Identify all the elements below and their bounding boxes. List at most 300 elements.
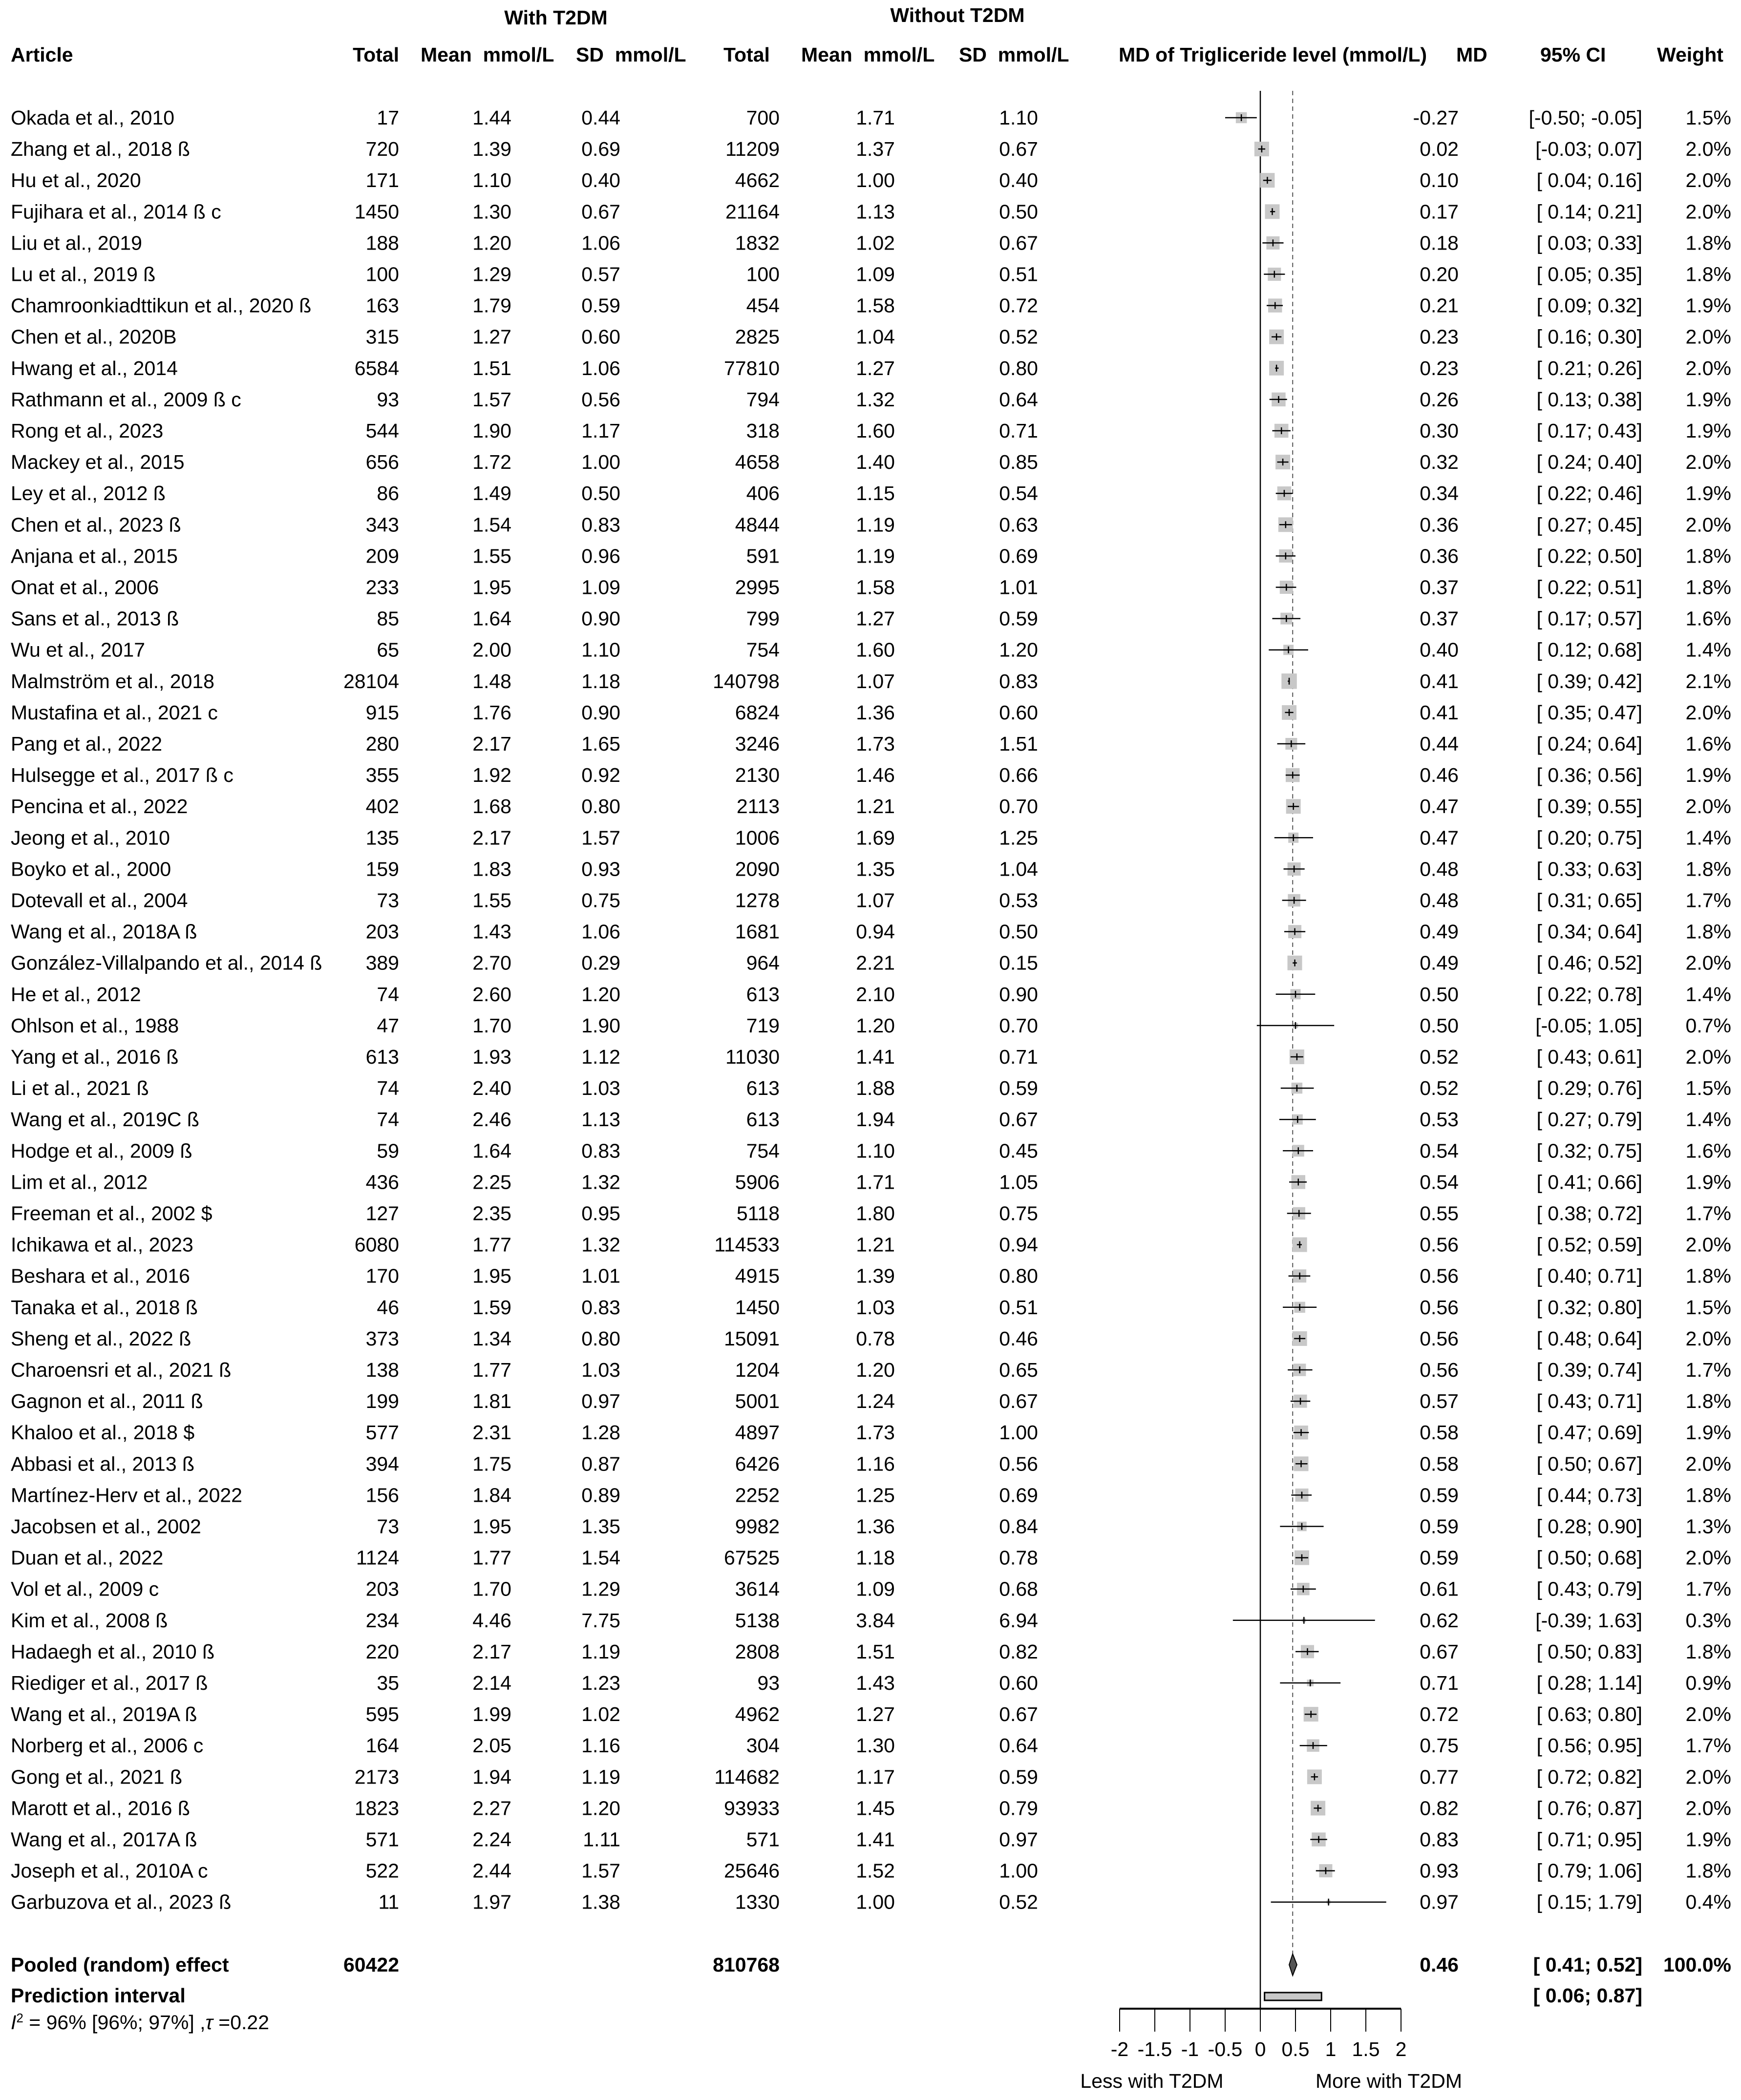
table-row — [11, 263, 1731, 286]
cell-sd-no-t2dm: 0.40 — [999, 169, 1038, 192]
table-row — [11, 889, 1731, 912]
cell-mean-no-t2dm: 1.35 — [856, 858, 895, 881]
cell-mean-t2dm: 2.24 — [472, 1828, 511, 1851]
cell-weight: 2.0% — [1685, 701, 1731, 724]
cell-md: 0.49 — [1420, 920, 1459, 943]
cell-total-no-t2dm: 1330 — [735, 1890, 780, 1913]
cell-sd-t2dm: 1.06 — [581, 920, 620, 943]
cell-sd-no-t2dm: 0.67 — [999, 231, 1038, 254]
cell-mean-t2dm: 1.49 — [472, 482, 511, 505]
cell-total-t2dm: 100 — [365, 263, 399, 286]
pooled-weight: 100.0% — [1663, 1953, 1731, 1976]
cell-mean-t2dm: 1.10 — [472, 169, 511, 192]
cell-weight: 1.8% — [1685, 858, 1731, 881]
cell-mean-no-t2dm: 1.24 — [856, 1390, 895, 1413]
cell-mean-t2dm: 1.99 — [472, 1703, 511, 1726]
table-row — [11, 858, 1731, 880]
table-row — [11, 513, 1731, 536]
cell-total-no-t2dm: 100 — [746, 263, 780, 286]
cell-article: Malmström et al., 2018 — [11, 670, 214, 693]
cell-mean-no-t2dm: 1.40 — [856, 451, 895, 474]
cell-sd-t2dm: 1.32 — [581, 1171, 620, 1194]
cell-article: Okada et al., 2010 — [11, 106, 175, 129]
cell-mean-no-t2dm: 1.07 — [856, 889, 895, 912]
cell-sd-t2dm: 0.87 — [581, 1452, 620, 1475]
cell-total-t2dm: 138 — [365, 1359, 399, 1381]
cell-total-t2dm: 571 — [365, 1828, 399, 1851]
cell-total-t2dm: 203 — [365, 1577, 399, 1600]
cell-mean-no-t2dm: 1.71 — [856, 106, 895, 129]
cell-sd-t2dm: 1.03 — [581, 1359, 620, 1381]
cell-mean-t2dm: 1.48 — [472, 670, 511, 693]
cell-ci: [ 0.47; 0.69] — [1536, 1421, 1642, 1444]
cell-weight: 2.0% — [1685, 357, 1731, 379]
cell-total-t2dm: 209 — [365, 545, 399, 567]
cell-weight: 1.8% — [1685, 1264, 1731, 1287]
cell-sd-no-t2dm: 0.51 — [999, 263, 1038, 286]
cell-mean-no-t2dm: 1.60 — [856, 638, 895, 661]
cell-ci: [ 0.63; 0.80] — [1536, 1703, 1642, 1726]
cell-ci: [ 0.50; 0.68] — [1536, 1546, 1642, 1569]
cell-total-no-t2dm: 3246 — [735, 733, 780, 755]
cell-total-t2dm: 35 — [377, 1672, 399, 1694]
cell-md: 0.41 — [1420, 670, 1459, 693]
cell-sd-no-t2dm: 0.71 — [999, 420, 1038, 442]
col-header-sd-no-t2dm: SD mmol/L — [959, 43, 1069, 66]
cell-total-no-t2dm: 93 — [757, 1672, 780, 1694]
cell-weight: 2.0% — [1685, 951, 1731, 974]
cell-mean-no-t2dm: 2.10 — [856, 983, 895, 1006]
cell-article: Chamroonkiadttikun et al., 2020 ß — [11, 294, 312, 317]
cell-mean-no-t2dm: 1.80 — [856, 1202, 895, 1225]
cell-total-no-t2dm: 2252 — [735, 1484, 780, 1507]
cell-sd-t2dm: 7.75 — [581, 1609, 620, 1632]
cell-mean-t2dm: 1.55 — [472, 545, 511, 567]
cell-sd-no-t2dm: 1.00 — [999, 1859, 1038, 1882]
cell-mean-t2dm: 1.92 — [472, 764, 511, 787]
cell-ci: [ 0.44; 0.73] — [1536, 1484, 1642, 1507]
table-row — [11, 388, 1731, 411]
cell-sd-no-t2dm: 0.45 — [999, 1139, 1038, 1162]
cell-mean-t2dm: 1.27 — [472, 325, 511, 348]
cell-md: 0.59 — [1420, 1546, 1459, 1569]
cell-article: Dotevall et al., 2004 — [11, 889, 188, 912]
cell-sd-t2dm: 0.97 — [581, 1390, 620, 1413]
cell-mean-no-t2dm: 1.43 — [856, 1672, 895, 1694]
cell-mean-t2dm: 1.68 — [472, 795, 511, 818]
cell-weight: 1.9% — [1685, 1421, 1731, 1444]
cell-article: Lim et al., 2012 — [11, 1171, 148, 1194]
cell-sd-t2dm: 1.20 — [581, 1797, 620, 1820]
cell-ci: [-0.50; -0.05] — [1529, 106, 1642, 129]
x-axis-tick-label: -2 — [1110, 2038, 1129, 2060]
cell-total-no-t2dm: 754 — [746, 1139, 780, 1162]
cell-total-no-t2dm: 2825 — [735, 325, 780, 348]
col-header-total-no-t2dm: Total — [723, 43, 770, 66]
cell-md: 0.32 — [1420, 451, 1459, 474]
cell-total-no-t2dm: 406 — [746, 482, 780, 505]
cell-md: 0.46 — [1420, 764, 1459, 787]
cell-sd-t2dm: 1.00 — [581, 451, 620, 474]
cell-md: 0.47 — [1420, 795, 1459, 818]
cell-total-t2dm: 199 — [365, 1390, 399, 1413]
cell-article: Sheng et al., 2022 ß — [11, 1327, 191, 1350]
table-row — [11, 795, 1731, 818]
cell-article: Hu et al., 2020 — [11, 169, 141, 192]
cell-sd-t2dm: 0.69 — [581, 138, 620, 161]
table-row — [11, 1484, 1731, 1506]
cell-mean-t2dm: 2.31 — [472, 1421, 511, 1444]
cell-sd-t2dm: 1.32 — [581, 1233, 620, 1256]
cell-total-t2dm: 93 — [377, 388, 399, 411]
cell-md: 0.10 — [1420, 169, 1459, 192]
cell-total-t2dm: 85 — [377, 607, 399, 630]
cell-mean-t2dm: 1.77 — [472, 1359, 511, 1381]
cell-mean-t2dm: 1.77 — [472, 1233, 511, 1256]
cell-md: 0.48 — [1420, 889, 1459, 912]
table-row — [11, 1421, 1731, 1444]
cell-weight: 1.8% — [1685, 1390, 1731, 1413]
cell-article: Hulsegge et al., 2017 ß c — [11, 764, 234, 787]
cell-mean-t2dm: 2.35 — [472, 1202, 511, 1225]
cell-md: 0.83 — [1420, 1828, 1459, 1851]
cell-sd-no-t2dm: 0.46 — [999, 1327, 1038, 1350]
cell-mean-t2dm: 2.00 — [472, 638, 511, 661]
cell-md: 0.44 — [1420, 733, 1459, 755]
cell-mean-no-t2dm: 1.30 — [856, 1734, 895, 1757]
cell-weight: 1.8% — [1685, 231, 1731, 254]
cell-mean-t2dm: 2.27 — [472, 1797, 511, 1820]
cell-mean-no-t2dm: 1.60 — [856, 420, 895, 442]
x-axis-tick-label: 1 — [1325, 2038, 1337, 2060]
table-row — [11, 451, 1731, 473]
cell-article: Zhang et al., 2018 ß — [11, 138, 190, 161]
cell-article: Wang et al., 2017A ß — [11, 1828, 197, 1851]
cell-md: 0.30 — [1420, 420, 1459, 442]
cell-total-t2dm: 402 — [365, 795, 399, 818]
cell-sd-t2dm: 1.06 — [581, 231, 620, 254]
cell-weight: 2.0% — [1685, 1765, 1731, 1788]
cell-ci: [ 0.24; 0.40] — [1536, 451, 1642, 474]
cell-total-t2dm: 220 — [365, 1640, 399, 1663]
cell-sd-t2dm: 0.90 — [581, 607, 620, 630]
table-row — [11, 1327, 1731, 1350]
table-row — [11, 1265, 1731, 1287]
table-row — [11, 826, 1731, 849]
cell-ci: [ 0.31; 0.65] — [1536, 889, 1642, 912]
table-row — [11, 1797, 1731, 1819]
cell-total-no-t2dm: 1681 — [735, 920, 780, 943]
col-header-total-t2dm: Total — [353, 43, 399, 66]
cell-mean-no-t2dm: 1.07 — [856, 670, 895, 693]
table-row — [11, 701, 1731, 724]
cell-sd-no-t2dm: 0.78 — [999, 1546, 1038, 1569]
cell-md: 0.97 — [1420, 1890, 1459, 1913]
cell-total-no-t2dm: 67525 — [723, 1546, 780, 1569]
table-row — [11, 1077, 1731, 1099]
table-row — [11, 1390, 1731, 1412]
cell-ci: [ 0.43; 0.79] — [1536, 1577, 1642, 1600]
cell-sd-no-t2dm: 0.66 — [999, 764, 1038, 787]
cell-ci: [ 0.39; 0.74] — [1536, 1359, 1642, 1381]
cell-ci: [ 0.34; 0.64] — [1536, 920, 1642, 943]
cell-md: 0.58 — [1420, 1421, 1459, 1444]
col-header-ci: 95% CI — [1540, 43, 1606, 66]
cell-mean-t2dm: 2.14 — [472, 1672, 511, 1694]
cell-md: 0.55 — [1420, 1202, 1459, 1225]
cell-total-t2dm: 522 — [365, 1859, 399, 1882]
cell-ci: [ 0.22; 0.46] — [1536, 482, 1642, 505]
cell-mean-no-t2dm: 1.03 — [856, 1296, 895, 1319]
table-row — [11, 1171, 1731, 1193]
col-header-sd-t2dm: SD mmol/L — [576, 43, 686, 66]
cell-ci: [ 0.13; 0.38] — [1536, 388, 1642, 411]
cell-ci: [ 0.24; 0.64] — [1536, 733, 1642, 755]
cell-md: 0.36 — [1420, 513, 1459, 536]
cell-mean-no-t2dm: 1.17 — [856, 1765, 895, 1788]
cell-mean-t2dm: 1.83 — [472, 858, 511, 881]
cell-mean-no-t2dm: 1.88 — [856, 1077, 895, 1100]
cell-total-t2dm: 127 — [365, 1202, 399, 1225]
group-header-without-t2dm: Without T2DM — [890, 4, 1025, 26]
cell-total-no-t2dm: 1450 — [735, 1296, 780, 1319]
cell-md: 0.34 — [1420, 482, 1459, 505]
cell-mean-no-t2dm: 1.73 — [856, 1421, 895, 1444]
cell-weight: 1.8% — [1685, 576, 1731, 599]
cell-mean-t2dm: 1.70 — [472, 1014, 511, 1037]
table-row — [11, 1672, 1731, 1694]
cell-total-t2dm: 6080 — [354, 1233, 399, 1256]
cell-mean-no-t2dm: 1.58 — [856, 576, 895, 599]
cell-total-no-t2dm: 3614 — [735, 1577, 780, 1600]
table-row — [11, 1640, 1731, 1663]
cell-total-no-t2dm: 77810 — [723, 357, 780, 379]
cell-article: Mustafina et al., 2021 c — [11, 701, 218, 724]
cell-md: 0.72 — [1420, 1703, 1459, 1726]
cell-total-no-t2dm: 613 — [746, 1108, 780, 1131]
cell-total-no-t2dm: 719 — [746, 1014, 780, 1037]
cell-sd-t2dm: 0.80 — [581, 1327, 620, 1350]
cell-ci: [ 0.27; 0.79] — [1536, 1108, 1642, 1131]
cell-sd-no-t2dm: 0.50 — [999, 920, 1038, 943]
cell-total-no-t2dm: 4658 — [735, 451, 780, 474]
cell-mean-t2dm: 1.51 — [472, 357, 511, 379]
cell-sd-no-t2dm: 0.50 — [999, 200, 1038, 223]
cell-ci: [ 0.12; 0.68] — [1536, 638, 1642, 661]
table-row — [11, 1891, 1731, 1913]
col-header-mean-no-t2dm: Mean mmol/L — [801, 43, 935, 66]
x-axis-tick-label: 1.5 — [1352, 2038, 1380, 2060]
cell-total-no-t2dm: 304 — [746, 1734, 780, 1757]
cell-total-t2dm: 74 — [377, 1077, 399, 1100]
cell-md: 0.93 — [1420, 1859, 1459, 1882]
cell-md: 0.62 — [1420, 1609, 1459, 1632]
cell-sd-t2dm: 1.16 — [581, 1734, 620, 1757]
col-header-plot-title: MD of Trigliceride level (mmol/L) — [1119, 43, 1427, 66]
cell-weight: 1.6% — [1685, 607, 1731, 630]
cell-total-t2dm: 389 — [365, 951, 399, 974]
cell-md: 0.47 — [1420, 826, 1459, 849]
cell-total-no-t2dm: 1278 — [735, 889, 780, 912]
cell-md: 0.54 — [1420, 1139, 1459, 1162]
cell-weight: 0.7% — [1685, 1014, 1731, 1037]
cell-article: Tanaka et al., 2018 ß — [11, 1296, 198, 1319]
cell-total-t2dm: 234 — [365, 1609, 399, 1632]
cell-sd-no-t2dm: 0.67 — [999, 1703, 1038, 1726]
cell-weight: 2.0% — [1685, 513, 1731, 536]
cell-sd-no-t2dm: 0.59 — [999, 1765, 1038, 1788]
cell-total-t2dm: 135 — [365, 826, 399, 849]
table-row — [11, 1359, 1731, 1381]
cell-total-no-t2dm: 2995 — [735, 576, 780, 599]
prediction-ci: [ 0.06; 0.87] — [1533, 1984, 1642, 2007]
cell-sd-no-t2dm: 0.56 — [999, 1452, 1038, 1475]
cell-total-t2dm: 86 — [377, 482, 399, 505]
cell-ci: [-0.05; 1.05] — [1535, 1014, 1642, 1037]
cell-sd-t2dm: 1.11 — [583, 1828, 620, 1851]
cell-ci: [ 0.39; 0.42] — [1536, 670, 1642, 693]
cell-ci: [ 0.28; 1.14] — [1536, 1672, 1642, 1694]
table-row — [11, 294, 1731, 317]
cell-md: 0.77 — [1420, 1765, 1459, 1788]
x-axis-left-label: Less with T2DM — [1080, 2070, 1224, 2092]
cell-article: Wang et al., 2019C ß — [11, 1108, 199, 1131]
cell-sd-no-t2dm: 0.67 — [999, 1108, 1038, 1131]
cell-total-t2dm: 280 — [365, 733, 399, 755]
cell-sd-no-t2dm: 0.79 — [999, 1797, 1038, 1820]
cell-mean-t2dm: 1.75 — [472, 1452, 511, 1475]
cell-article: Wang et al., 2018A ß — [11, 920, 197, 943]
cell-mean-t2dm: 1.77 — [472, 1546, 511, 1569]
cell-mean-no-t2dm: 0.94 — [856, 920, 895, 943]
cell-sd-no-t2dm: 0.64 — [999, 388, 1038, 411]
table-row — [11, 1515, 1731, 1538]
cell-mean-no-t2dm: 1.00 — [856, 169, 895, 192]
cell-total-no-t2dm: 114533 — [714, 1233, 780, 1256]
cell-sd-t2dm: 0.93 — [581, 858, 620, 881]
cell-md: -0.27 — [1413, 106, 1459, 129]
cell-sd-t2dm: 1.10 — [581, 638, 620, 661]
x-axis-tick-label: 0 — [1254, 2038, 1266, 2060]
pooled-effect-diamond — [1289, 1954, 1297, 1975]
cell-sd-no-t2dm: 1.05 — [999, 1171, 1038, 1194]
cell-ci: [ 0.50; 0.67] — [1536, 1452, 1642, 1475]
cell-article: Jacobsen et al., 2002 — [11, 1515, 201, 1538]
cell-weight: 2.0% — [1685, 169, 1731, 192]
table-row — [11, 357, 1731, 379]
cell-article: Freeman et al., 2002 $ — [11, 1202, 212, 1225]
cell-mean-no-t2dm: 1.37 — [856, 138, 895, 161]
cell-total-no-t2dm: 4662 — [735, 169, 780, 192]
pooled-total-t2dm: 60422 — [343, 1953, 399, 1976]
cell-mean-no-t2dm: 1.36 — [856, 1515, 895, 1538]
cell-weight: 1.7% — [1685, 889, 1731, 912]
table-row — [11, 1296, 1731, 1319]
col-header-weight: Weight — [1657, 43, 1723, 66]
cell-ci: [ 0.76; 0.87] — [1536, 1797, 1642, 1820]
cell-mean-no-t2dm: 1.32 — [856, 388, 895, 411]
cell-ci: [ 0.52; 0.59] — [1536, 1233, 1642, 1256]
cell-mean-no-t2dm: 1.41 — [856, 1046, 895, 1068]
cell-article: Rathmann et al., 2009 ß c — [11, 388, 241, 411]
table-row — [11, 138, 1731, 160]
cell-article: Rong et al., 2023 — [11, 420, 164, 442]
cell-weight: 1.9% — [1685, 1828, 1731, 1851]
cell-total-no-t2dm: 799 — [746, 607, 780, 630]
cell-sd-no-t2dm: 0.80 — [999, 357, 1038, 379]
cell-total-t2dm: 595 — [365, 1703, 399, 1726]
cell-total-no-t2dm: 25646 — [723, 1859, 780, 1882]
cell-ci: [ 0.56; 0.95] — [1536, 1734, 1642, 1757]
table-row — [11, 639, 1731, 661]
cell-sd-t2dm: 0.92 — [581, 764, 620, 787]
cell-sd-no-t2dm: 0.60 — [999, 701, 1038, 724]
cell-mean-no-t2dm: 1.46 — [856, 764, 895, 787]
cell-article: Khaloo et al., 2018 $ — [11, 1421, 195, 1444]
cell-md: 0.50 — [1420, 983, 1459, 1006]
cell-ci: [ 0.03; 0.33] — [1536, 231, 1642, 254]
cell-weight: 1.5% — [1685, 1296, 1731, 1319]
cell-ci: [ 0.32; 0.75] — [1536, 1139, 1642, 1162]
cell-total-t2dm: 188 — [365, 231, 399, 254]
cell-article: Anjana et al., 2015 — [11, 545, 178, 567]
cell-total-no-t2dm: 2808 — [735, 1640, 780, 1663]
cell-article: Abbasi et al., 2013 ß — [11, 1452, 195, 1475]
cell-sd-no-t2dm: 0.69 — [999, 545, 1038, 567]
cell-weight: 2.0% — [1685, 325, 1731, 348]
cell-mean-t2dm: 2.44 — [472, 1859, 511, 1882]
cell-sd-t2dm: 1.19 — [581, 1765, 620, 1788]
table-row — [11, 1014, 1731, 1037]
cell-ci: [ 0.05; 0.35] — [1536, 263, 1642, 286]
cell-md: 0.71 — [1420, 1672, 1459, 1694]
cell-mean-no-t2dm: 1.09 — [856, 263, 895, 286]
cell-md: 0.56 — [1420, 1233, 1459, 1256]
cell-weight: 1.4% — [1685, 638, 1731, 661]
cell-mean-t2dm: 1.90 — [472, 420, 511, 442]
table-row — [11, 733, 1731, 755]
cell-sd-no-t2dm: 0.90 — [999, 983, 1038, 1006]
cell-sd-no-t2dm: 0.63 — [999, 513, 1038, 536]
cell-article: Wu et al., 2017 — [11, 638, 146, 661]
table-row — [11, 169, 1731, 191]
cell-total-t2dm: 46 — [377, 1296, 399, 1319]
cell-mean-no-t2dm: 2.21 — [856, 951, 895, 974]
cell-mean-t2dm: 1.76 — [472, 701, 511, 724]
cell-mean-t2dm: 1.95 — [472, 576, 511, 599]
col-header-mean-t2dm: Mean mmol/L — [421, 43, 554, 66]
table-row — [11, 1703, 1731, 1725]
cell-weight: 2.0% — [1685, 1797, 1731, 1820]
cell-mean-no-t2dm: 0.78 — [856, 1327, 895, 1350]
cell-mean-no-t2dm: 1.04 — [856, 325, 895, 348]
cell-mean-no-t2dm: 1.51 — [856, 1640, 895, 1663]
cell-ci: [ 0.28; 0.90] — [1536, 1515, 1642, 1538]
cell-article: Norberg et al., 2006 c — [11, 1734, 204, 1757]
cell-total-t2dm: 436 — [365, 1171, 399, 1194]
cell-total-t2dm: 74 — [377, 983, 399, 1006]
cell-mean-no-t2dm: 1.69 — [856, 826, 895, 849]
x-axis-tick-label: 2 — [1395, 2038, 1407, 2060]
cell-total-t2dm: 1124 — [356, 1546, 399, 1569]
cell-weight: 1.8% — [1685, 263, 1731, 286]
cell-sd-t2dm: 0.44 — [581, 106, 620, 129]
cell-weight: 1.9% — [1685, 420, 1731, 442]
cell-ci: [ 0.09; 0.32] — [1536, 294, 1642, 317]
cell-mean-no-t2dm: 1.58 — [856, 294, 895, 317]
table-row — [11, 1734, 1731, 1757]
table-row — [11, 200, 1731, 223]
